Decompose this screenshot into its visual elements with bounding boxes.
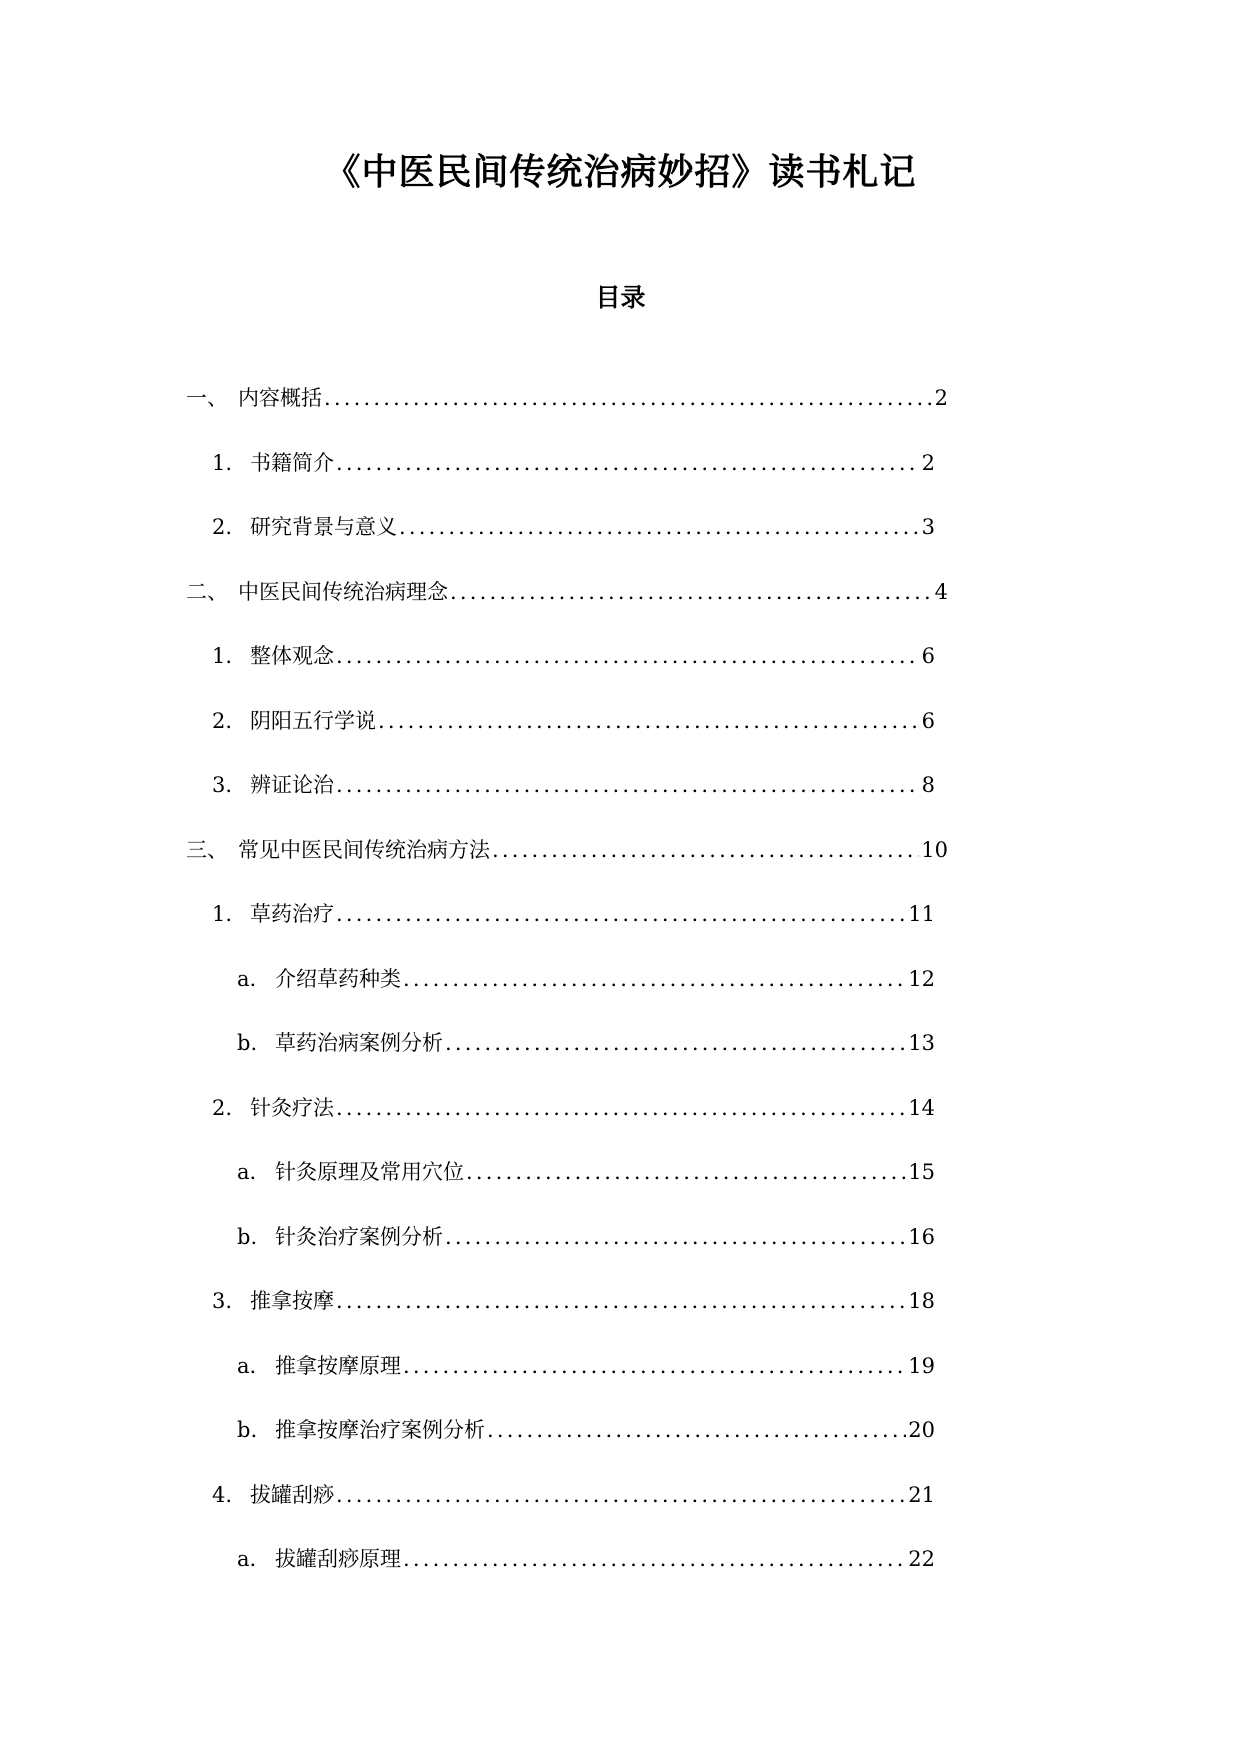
toc-entry-number: 一、 <box>186 386 228 410</box>
toc-entry-label <box>237 1025 443 1061</box>
toc-entry[interactable] <box>237 1541 935 1577</box>
toc-entry-label <box>212 638 334 674</box>
toc-entry-number: 3. <box>212 773 233 797</box>
toc-page-number: 6 <box>921 709 935 733</box>
toc-entry-text: 介绍草药种类 <box>275 967 401 991</box>
toc-dot-leader <box>378 703 920 739</box>
toc-dot-leader <box>336 1283 906 1319</box>
toc-entry[interactable] <box>212 445 935 481</box>
toc-dot-leader <box>336 445 920 481</box>
toc-entry-text: 针灸原理及常用穴位 <box>275 1160 464 1184</box>
toc-entry-number: 2. <box>212 515 233 539</box>
toc-entry-text: 草药治病案例分析 <box>275 1031 443 1055</box>
toc-entry-number: 三、 <box>186 838 228 862</box>
toc-page-number: 10 <box>921 838 948 862</box>
toc-entry-text: 书籍简介 <box>250 451 334 475</box>
toc-entry-label <box>212 1090 334 1126</box>
toc-page-number: 2 <box>921 451 935 475</box>
toc-entry-label <box>212 1283 334 1319</box>
toc-entry[interactable] <box>237 1219 935 1255</box>
toc-entry-label <box>186 832 490 868</box>
toc-entry-number: b. <box>237 1031 258 1055</box>
toc-entry-text: 辨证论治 <box>250 773 334 797</box>
document-title: 《中医民间传统治病妙招》读书札记 <box>324 152 917 193</box>
toc-entry-label <box>237 1412 485 1448</box>
toc-entry-number: a. <box>237 1547 257 1571</box>
toc-entry-label <box>212 767 334 803</box>
toc-dot-leader <box>403 1541 906 1577</box>
toc-entry-text: 推拿按摩治疗案例分析 <box>275 1418 485 1442</box>
toc-entry[interactable] <box>186 574 948 610</box>
toc-entry[interactable] <box>237 1412 935 1448</box>
toc-dot-leader <box>466 1154 906 1190</box>
toc-dot-leader <box>403 1348 906 1384</box>
toc-page-number: 16 <box>908 1225 935 1249</box>
toc-dot-leader <box>336 638 920 674</box>
toc-entry-label <box>212 445 334 481</box>
toc-dot-leader <box>487 1412 906 1448</box>
toc-dot-leader <box>403 961 906 997</box>
toc-entry[interactable] <box>212 896 935 932</box>
toc-entry-text: 阴阳五行学说 <box>250 709 376 733</box>
toc-entry[interactable] <box>212 1283 935 1319</box>
toc-entry-text: 中医民间传统治病理念 <box>238 580 448 604</box>
toc-entry-number: a. <box>237 967 257 991</box>
toc-entry-number: 二、 <box>186 580 228 604</box>
toc-entry[interactable] <box>186 380 948 416</box>
toc-page-number: 11 <box>908 902 935 926</box>
toc-entry[interactable] <box>212 703 935 739</box>
toc-entry-text: 草药治疗 <box>250 902 334 926</box>
toc-entry-label <box>186 380 322 416</box>
toc-entry[interactable] <box>212 767 935 803</box>
toc-dot-leader <box>445 1025 906 1061</box>
toc-entry-label <box>237 1219 443 1255</box>
toc-entry[interactable] <box>212 1090 935 1126</box>
toc-page-number: 6 <box>921 644 935 668</box>
toc-entry-label <box>237 961 401 997</box>
toc-entry-text: 整体观念 <box>250 644 334 668</box>
toc-page-number: 2 <box>934 386 948 410</box>
toc-entry-text: 针灸治疗案例分析 <box>275 1225 443 1249</box>
toc-page-number: 21 <box>908 1483 935 1507</box>
toc-entry-number: a. <box>237 1354 257 1378</box>
toc-entry-label <box>186 574 448 610</box>
toc-page-number: 4 <box>934 580 948 604</box>
toc-dot-leader <box>324 380 933 416</box>
toc-entry-text: 内容概括 <box>238 386 322 410</box>
toc-page-number: 3 <box>921 515 935 539</box>
toc-heading: 目录 <box>595 283 646 312</box>
toc-dot-leader <box>399 509 920 545</box>
toc-page-number: 18 <box>908 1289 935 1313</box>
toc-dot-leader <box>336 1477 906 1513</box>
toc-page-number: 22 <box>908 1547 935 1571</box>
toc-entry[interactable] <box>212 638 935 674</box>
toc-entry[interactable] <box>237 1025 935 1061</box>
toc-entry-label <box>212 509 397 545</box>
toc-page-number: 20 <box>908 1418 935 1442</box>
toc-entry-text: 针灸疗法 <box>250 1096 334 1120</box>
toc-dot-leader <box>445 1219 906 1255</box>
toc-page-number: 12 <box>908 967 935 991</box>
toc-page-number: 13 <box>908 1031 935 1055</box>
toc-entry-number: b. <box>237 1418 258 1442</box>
toc-entry-text: 推拿按摩 <box>250 1289 334 1313</box>
toc-entry[interactable] <box>237 1348 935 1384</box>
toc-entry-number: b. <box>237 1225 258 1249</box>
toc-entry-label <box>212 1477 334 1513</box>
toc-entry-number: 2. <box>212 1096 233 1120</box>
toc-entry-text: 推拿按摩原理 <box>275 1354 401 1378</box>
toc-dot-leader <box>336 896 906 932</box>
toc-entry-text: 研究背景与意义 <box>250 515 397 539</box>
toc-entry-text: 拔罐刮痧原理 <box>275 1547 401 1571</box>
toc-entry[interactable] <box>212 1477 935 1513</box>
toc-entry-text: 常见中医民间传统治病方法 <box>238 838 490 862</box>
toc-entry[interactable] <box>186 832 948 868</box>
toc-entry-label <box>237 1348 401 1384</box>
toc-entry[interactable] <box>212 509 935 545</box>
toc-dot-leader <box>336 767 920 803</box>
toc-entry-number: 1. <box>212 644 233 668</box>
toc-entry-label <box>237 1541 401 1577</box>
toc-entry-number: a. <box>237 1160 257 1184</box>
toc-entry[interactable] <box>237 1154 935 1190</box>
toc-dot-leader <box>492 832 919 868</box>
toc-entry-text: 拔罐刮痧 <box>250 1483 334 1507</box>
toc-page-number: 8 <box>921 773 935 797</box>
toc-entry-label <box>212 703 376 739</box>
toc-page-number: 14 <box>908 1096 935 1120</box>
toc-entry[interactable] <box>237 961 935 997</box>
toc-entry-label <box>212 896 334 932</box>
toc-page-number: 15 <box>908 1160 935 1184</box>
toc-entry-number: 4. <box>212 1483 233 1507</box>
toc-entry-number: 2. <box>212 709 233 733</box>
toc-dot-leader <box>450 574 933 610</box>
toc-entry-number: 3. <box>212 1289 233 1313</box>
toc-entry-number: 1. <box>212 902 233 926</box>
toc-dot-leader <box>336 1090 906 1126</box>
toc-page-number: 19 <box>908 1354 935 1378</box>
toc-entry-number: 1. <box>212 451 233 475</box>
toc-entry-label <box>237 1154 464 1190</box>
